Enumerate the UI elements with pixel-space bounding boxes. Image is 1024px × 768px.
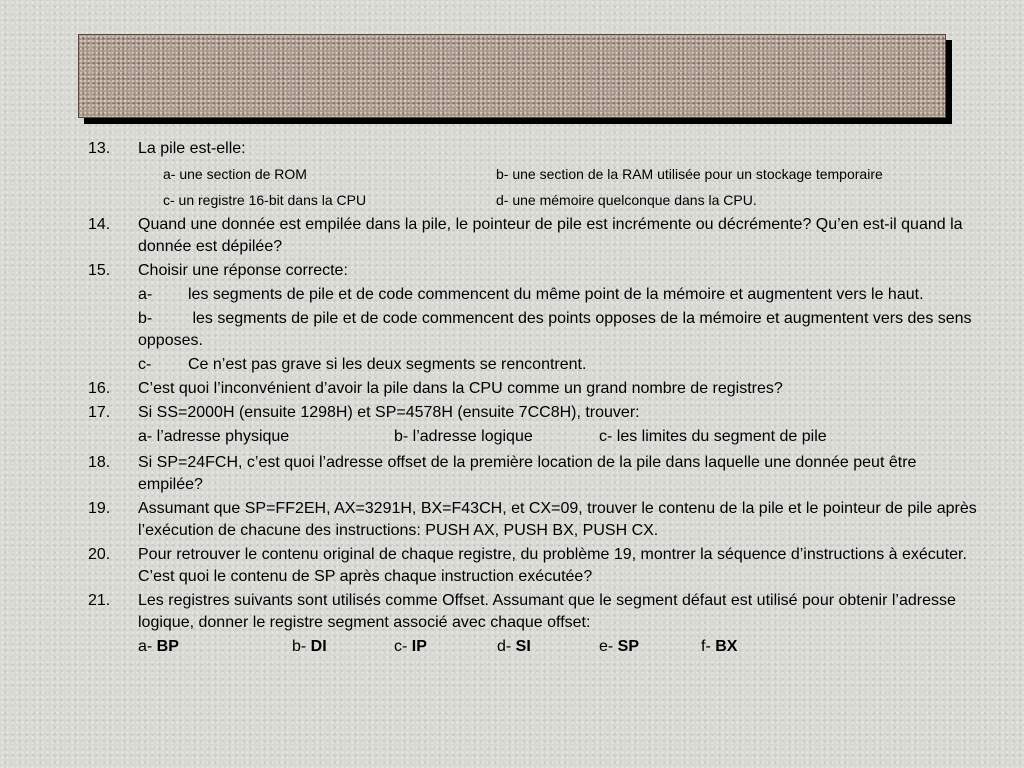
register-name: IP — [411, 638, 427, 655]
option-sp — [599, 636, 639, 658]
exercise-list — [0, 138, 1024, 662]
register-name: SI — [515, 638, 531, 655]
question-13-options-row-1 — [163, 162, 1024, 188]
register-name: BP — [156, 638, 179, 655]
question-17-options — [138, 426, 1024, 450]
title-banner — [78, 34, 946, 118]
question-13-options-row-2 — [163, 188, 1024, 214]
question-15-option-c — [138, 354, 978, 376]
question-15-option-a — [138, 284, 978, 306]
option-b: b- une section de la RAM utilisée pour un stockage temporaire — [496, 166, 883, 182]
option-letter: a- — [138, 286, 153, 303]
question-text: Pour retrouver le contenu original de chaque registre, du problème 19, montrer la séquence d’instructions à exécuter. C’est quoi le contenu de SP après chaque instruction exécutée? — [138, 546, 967, 585]
question-text: Les registres suivants sont utilisés comme Offset. Assumant que le segment défaut est utilisé pour obtenir l’adresse logique, donner le registre segment associé avec chaque offset: — [138, 592, 956, 631]
question-21-options — [138, 636, 1024, 660]
option-prefix: f- — [701, 638, 716, 655]
question-number: 14. — [88, 216, 111, 233]
register-name: DI — [310, 638, 327, 655]
question-number: 20. — [88, 546, 111, 563]
option-ip — [394, 636, 427, 658]
option-text: les segments de pile et de code commencent du même point de la mémoire et augmentent vers le haut. — [188, 286, 924, 303]
option-a: a- l’adresse physique — [138, 428, 290, 445]
option-letter: c- — [138, 356, 152, 373]
register-name: BX — [715, 638, 738, 655]
question-text: La pile est-elle: — [138, 140, 246, 157]
option-prefix: a- — [138, 638, 157, 655]
question-text: C’est quoi l’inconvénient d’avoir la pile dans la CPU comme un grand nombre de registres? — [138, 380, 783, 397]
option-a: a- une section de ROM — [163, 166, 307, 182]
question-text: Si SS=2000H (ensuite 1298H) et SP=4578H (ensuite 7CC8H), trouver: — [138, 404, 640, 421]
question-20 — [0, 544, 978, 588]
question-number: 15. — [88, 262, 111, 279]
question-14 — [0, 214, 978, 258]
question-number: 21. — [88, 592, 111, 609]
option-di — [292, 636, 327, 658]
option-c: c- les limites du segment de pile — [599, 428, 827, 445]
option-prefix: c- — [394, 638, 412, 655]
question-text: Choisir une réponse correcte: — [138, 262, 348, 279]
question-text: Assumant que SP=FF2EH, AX=3291H, BX=F43CH, et CX=09, trouver le contenu de la pile et le pointeur de pile après l’exécution de chacune des instructions: PUSH AX, PUSH BX, PUSH CX. — [138, 500, 977, 539]
option-prefix: d- — [497, 638, 516, 655]
question-13 — [0, 138, 978, 160]
question-number: 17. — [88, 404, 111, 421]
option-bp — [138, 636, 179, 658]
question-number: 19. — [88, 500, 111, 517]
option-text: Ce n’est pas grave si les deux segments se rencontrent. — [188, 356, 587, 373]
option-prefix: b- — [292, 638, 311, 655]
option-letter: b- — [138, 310, 153, 327]
question-number: 16. — [88, 380, 111, 397]
question-15 — [0, 260, 978, 282]
question-18 — [0, 452, 978, 496]
question-number: 13. — [88, 140, 111, 157]
option-b: b- l’adresse logique — [394, 428, 533, 445]
register-name: SP — [617, 638, 640, 655]
question-16 — [0, 378, 978, 400]
question-15-option-b — [138, 308, 978, 352]
question-21 — [0, 590, 978, 634]
option-si — [497, 636, 531, 658]
question-text: Quand une donnée est empilée dans la pile, le pointeur de pile est incrémente ou décrémente? Qu’en est-il quand la donnée est dépilée? — [138, 216, 963, 255]
option-d: d- une mémoire quelconque dans la CPU. — [496, 192, 757, 208]
question-17 — [0, 402, 978, 424]
option-c: c- un registre 16-bit dans la CPU — [163, 192, 367, 208]
option-text: les segments de pile et de code commencent des points opposes de la mémoire et augmentent vers des sens opposes. — [138, 310, 972, 349]
question-text: Si SP=24FCH, c’est quoi l’adresse offset de la première location de la pile dans laquelle une donnée peut être empilée? — [138, 454, 917, 493]
option-prefix: e- — [599, 638, 618, 655]
option-bx — [701, 636, 737, 658]
question-number: 18. — [88, 454, 111, 471]
question-19 — [0, 498, 978, 542]
